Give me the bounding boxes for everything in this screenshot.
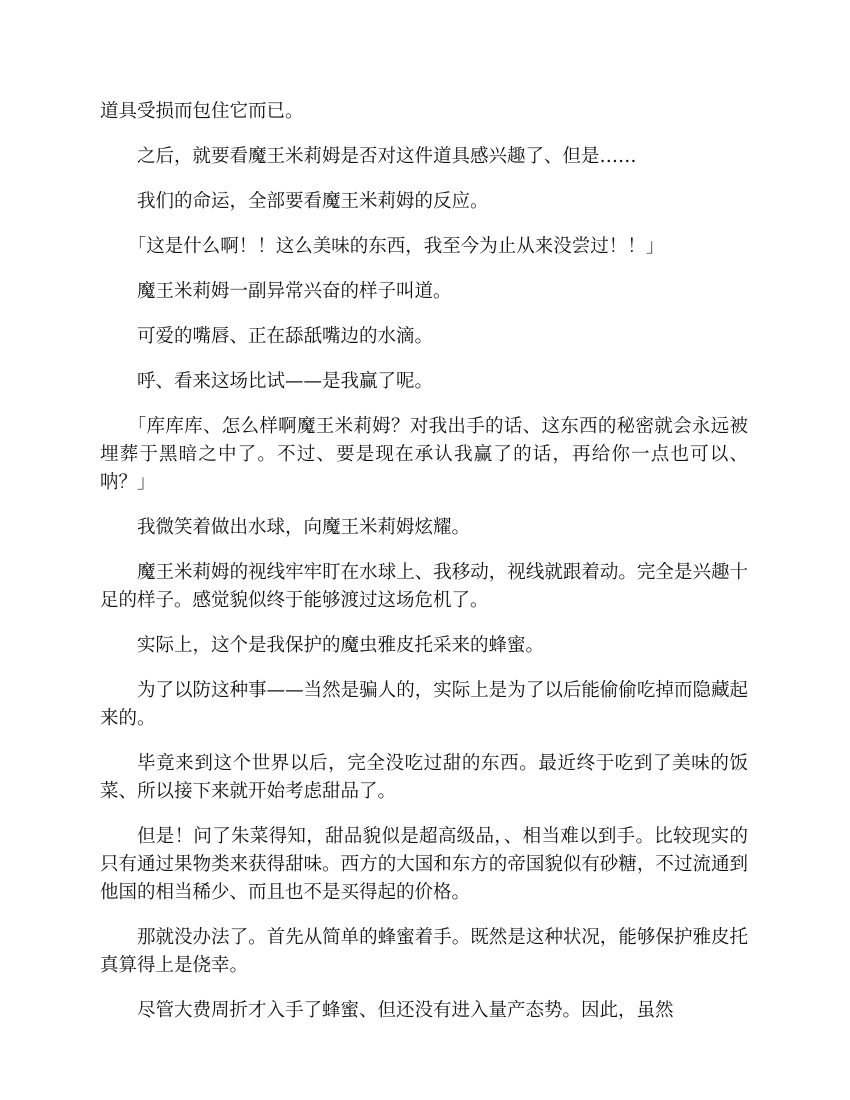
paragraph: 为了以防这种事——当然是骗人的，实际上是为了以后能偷偷吃掉而隐藏起来的。 [100,680,748,729]
dialogue-paragraph: 「库库库、怎么样啊魔王米莉姆？对我出手的话、这东西的秘密就会永远被埋葬于黑暗之中了。不过、要是现在承认我赢了的话，再给你一点也可以、呐？」 [100,416,748,493]
paragraph: 尽管大费周折才入手了蜂蜜、但还没有进入量产态势。因此，虽然 [137,1000,674,1021]
paragraph: 但是！问了朱菜得知，甜品貌似是超高级品，、相当难以到手。比较现实的只有通过果物类来获得甜味。西方的大国和东方的帝国貌似有砂糖，不过流通到他国的相当稀少、而且也不是买得起的价格。 [100,826,748,903]
paragraph: 毕竟来到这个世界以后，完全没吃过甜的东西。最近终于吃到了美味的饭菜、所以接下来就开始考虑甜品了。 [100,753,748,802]
paragraph: 之后，就要看魔王米莉姆是否对这件道具感兴趣了、但是…… [137,146,637,167]
paragraph: 那就没办法了。首先从简单的蜂蜜着手。既然是这种状况，能够保护雅皮托真算得上是侥幸。 [100,927,748,976]
paragraph: 魔王米莉姆一副异常兴奋的样子叫道。 [137,281,452,302]
paragraph: 实际上，这个是我保护的魔虫雅皮托采来的蜂蜜。 [137,635,545,656]
paragraph: 呼、看来这场比试——是我赢了呢。 [137,371,434,392]
paragraph: 可爱的嘴唇、正在舔舐嘴边的水滴。 [137,326,434,347]
paragraph: 魔王米莉姆的视线牢牢盯在水球上、我移动，视线就跟着动。完全是兴趣十足的样子。感觉貌似终于能够渡过这场危机了。 [100,562,748,611]
body-text [100,98,748,1042]
paragraph: 道具受损而包住它而已。 [100,101,304,122]
dialogue-paragraph: 「这是什么啊！！这么美味的东西，我至今为止从来没尝过！！」 [127,236,665,257]
paragraph: 我微笑着做出水球，向魔王米莉姆炫耀。 [137,517,471,538]
paragraph: 我们的命运，全部要看魔王米莉姆的反应。 [137,191,489,212]
